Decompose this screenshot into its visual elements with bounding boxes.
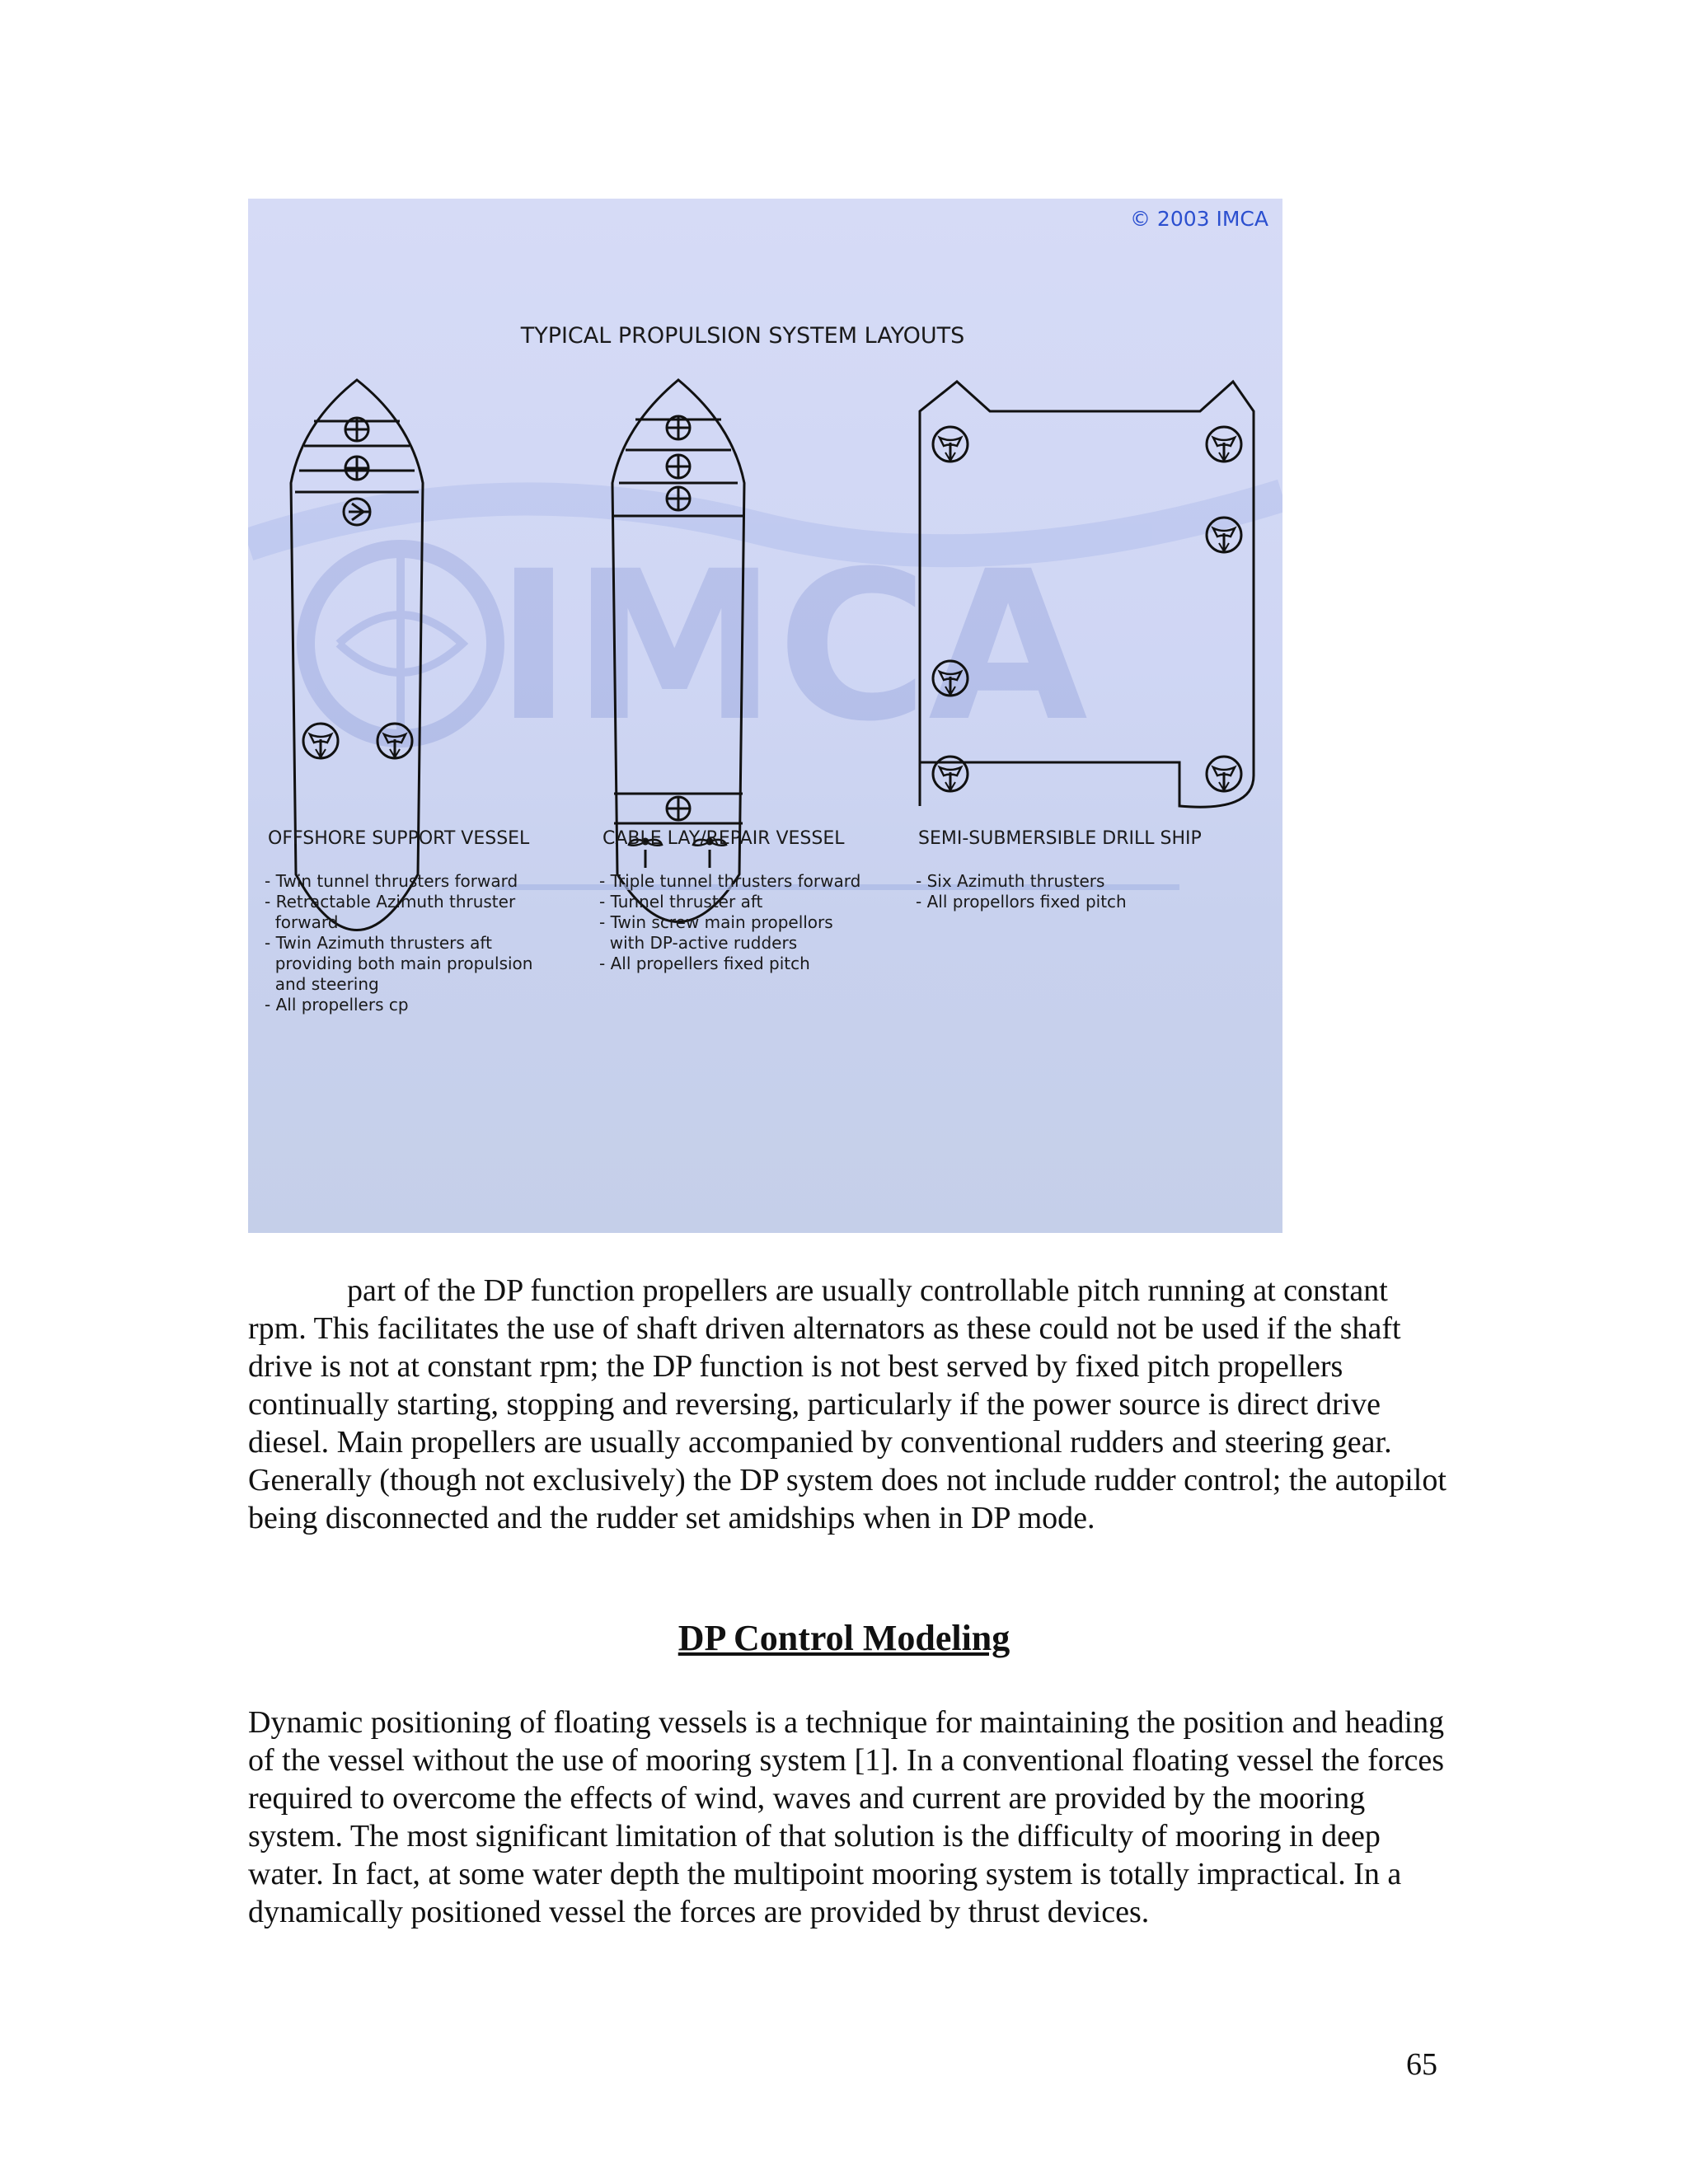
vessel-note: and steering bbox=[265, 974, 379, 994]
vessel-note: - Retractable Azimuth thruster bbox=[265, 892, 516, 912]
watermark-text: IMCA bbox=[495, 527, 1088, 766]
vessel-note: forward bbox=[265, 912, 339, 932]
propulsion-layout-figure bbox=[248, 199, 1282, 1233]
vessel-note: - All propellers fixed pitch bbox=[599, 954, 810, 973]
vessel-note: - All propellors fixed pitch bbox=[916, 892, 1127, 912]
vessel-name: CABLE LAY/REPAIR VESSEL bbox=[603, 828, 845, 849]
propulsion-diagram bbox=[248, 199, 1282, 1233]
vessel-note: providing both main propulsion bbox=[265, 954, 533, 973]
vessel-note: - Triple tunnel thrusters forward bbox=[599, 871, 861, 891]
vessel-note: - Tunnel thruster aft bbox=[599, 892, 763, 912]
vessel-note: - Twin screw main propellors bbox=[599, 912, 833, 932]
body-paragraph: part of the DP function propellers are usually controllable pitch running at constant rpm. This facilitates the use of shaft driven alternators as these could not be used if the shaft drive is not at constant rpm; the DP function is not best served by fixed pitch propellers continually starting, stopping and reversing, particularly if the power source is direct drive diesel. Main propellers are usually accompanied by conventional rudders and steering gear. Generally (though not exclusively) the DP system does not include rudder control; the autopilot being disconnected and the rudder set amidships when in DP mode. bbox=[248, 1273, 1447, 1535]
drill-ship-caption bbox=[916, 828, 1202, 912]
vessel-name: SEMI-SUBMERSIBLE DRILL SHIP bbox=[918, 828, 1202, 849]
vessel-note: with DP-active rudders bbox=[599, 933, 798, 953]
copyright-label: © 2003 IMCA bbox=[1129, 207, 1268, 231]
vessel-note: - Six Azimuth thrusters bbox=[916, 871, 1105, 891]
vessel-name: OFFSHORE SUPPORT VESSEL bbox=[268, 828, 530, 849]
vessel-note: - All propellers cp bbox=[265, 995, 409, 1015]
cable-lay-vessel-caption bbox=[599, 828, 860, 973]
vessel-note: - Twin Azimuth thrusters aft bbox=[265, 933, 492, 953]
offshore-support-vessel-caption bbox=[265, 828, 532, 1015]
figure-title: TYPICAL PROPULSION SYSTEM LAYOUTS bbox=[520, 323, 965, 349]
section-heading: DP Control Modeling bbox=[678, 1618, 1010, 1658]
vessel-note: - Twin tunnel thrusters forward bbox=[265, 871, 518, 891]
body-paragraph: Dynamic positioning of floating vessels is a technique for maintaining the position and heading of the vessel without the use of mooring system [1]. In a conventional floating vessel the forces required to overcome the effects of wind, waves and current are provided by the mooring system. The most significant limitation of that solution is the difficulty of mooring in deep water. In fact, at some water depth the multipoint mooring system is totally impractical. In a dynamically positioned vessel the forces are provided by thrust devices. bbox=[248, 1705, 1445, 1929]
page-number: 65 bbox=[1406, 2047, 1437, 2082]
